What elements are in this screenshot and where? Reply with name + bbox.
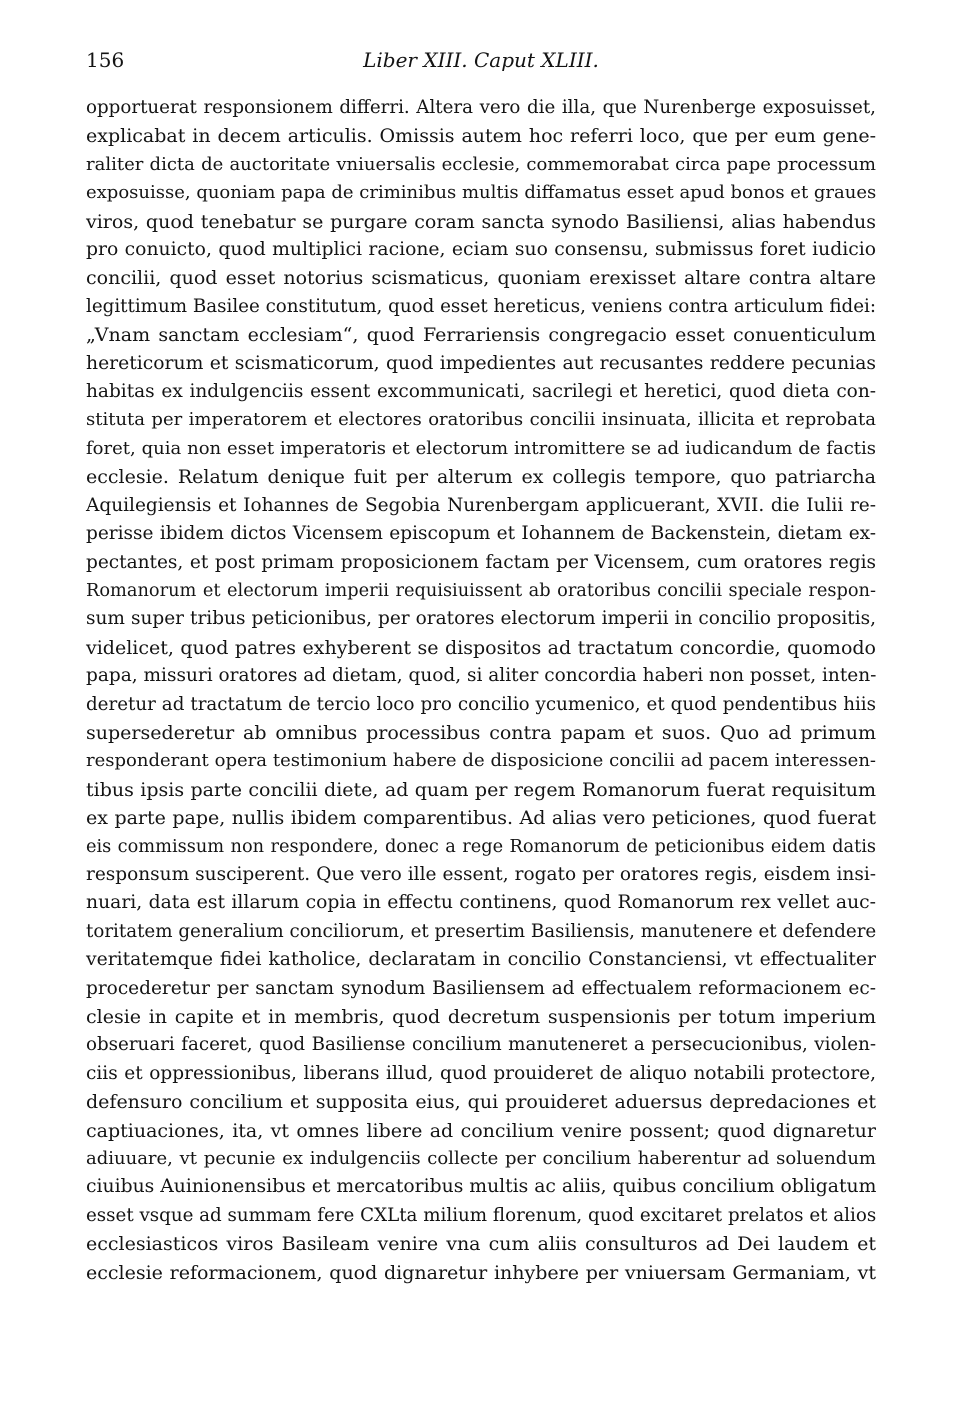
text-line: videlicet, quod patres exhyberent se dispositos ad tractatum concordie, quomodo bbox=[86, 636, 876, 659]
running-head bbox=[86, 44, 876, 76]
text-line: sum super tribus peticionibus, per oratores electorum imperii in concilio propositis, bbox=[86, 608, 876, 630]
text-line: raliter dicta de auctoritate vniuersalis ecclesie, commemorabat circa pape processum bbox=[86, 153, 876, 175]
text-line: Romanorum et electorum imperii requisiuissent ab oratoribus concilii speciale respon- bbox=[86, 580, 876, 601]
running-title: Liber XIII. Caput XLIII. bbox=[363, 48, 599, 72]
text-line: ecclesiasticos viros Basileam venire vna cum aliis consulturos ad Dei laudem et bbox=[86, 1233, 876, 1256]
text-line: esset vsque ad summam fere CXLta milium florenum, quod excitaret prelatos et alios bbox=[86, 1204, 877, 1226]
text-line: stituta per imperatorem et electores oratoribus concilii insinuata, illicita et reprobata bbox=[86, 409, 876, 431]
body-text bbox=[86, 94, 876, 1287]
text-line: opportuerat responsionem differri. Altera vero die illa, que Nurenberge exposuisset, bbox=[86, 97, 876, 118]
text-line: perisse ibidem dictos Vicensem episcopum et Iohannem de Backenstein, dietam ex- bbox=[86, 523, 876, 545]
text-line: pectantes, et post primam proposicionem factam per Vicensem, cum oratores regis bbox=[86, 551, 876, 573]
text-line: Aquilegiensis et Iohannes de Segobia Nurenbergam applicuerant, XVII. die Iulii re- bbox=[86, 494, 876, 516]
text-line: clesie in capite et in membris, quod decretum suspensionis per totum imperium bbox=[86, 1006, 876, 1028]
text-line: legittimum Basilee constitutum, quod esset hereticus, veniens contra articulum fidei: bbox=[86, 295, 876, 317]
text-line: viros, quod tenebatur se purgare coram sancta synodo Basiliensi, alias habendus bbox=[86, 210, 876, 233]
text-line: papa, missuri oratores ad dietam, quod, si aliter concordia haberi non posset, inten- bbox=[86, 665, 877, 687]
text-line: explicabat in decem articulis. Omissis autem hoc referri loco, que per eum gene- bbox=[86, 125, 876, 148]
text-line: ciis et oppressionibus, liberans illud, quod prouideret de aliquo notabili protectore, bbox=[86, 1062, 876, 1084]
text-line: ecclesie. Relatum denique fuit per alterum ex collegis tempore, quo patriarcha bbox=[86, 466, 876, 489]
text-line: adiuuare, vt pecunie ex indulgenciis collecte per concilium haberentur ad soluendum bbox=[86, 1148, 876, 1170]
book-page bbox=[86, 0, 876, 1405]
text-line: eis commissum non respondere, donec a rege Romanorum de peticionibus eidem datis bbox=[86, 836, 876, 857]
text-line: hereticorum et scismaticorum, quod impedientes aut recusantes reddere pecunias bbox=[86, 352, 876, 374]
text-line: „Vnam sanctam ecclesiam“, quod Ferrariensis congregacio esset conuenticulum bbox=[86, 324, 876, 347]
text-line: ex parte pape, nullis ibidem comparentibus. Ad alias vero peticiones, quod fuerat bbox=[86, 807, 876, 830]
text-line: veritatemque fidei katholice, declaratam in concilio Constanciensi, vt effectualiter bbox=[86, 949, 876, 971]
text-line: pro conuicto, quod multiplici racione, eciam suo consensu, submissus foret iudicio bbox=[86, 239, 876, 261]
text-line: nuari, data est illarum copia in effectu continens, quod Romanorum rex vellet auc- bbox=[86, 892, 876, 914]
text-line: defensuro concilium et supposita eius, qui prouideret aduersus depredaciones et bbox=[86, 1091, 876, 1114]
text-line: exposuisse, quoniam papa de criminibus multis diffamatus esset apud bonos et graues bbox=[86, 182, 877, 204]
text-line: tibus ipsis parte concilii diete, ad quam per regem Romanorum fuerat requisitum bbox=[86, 778, 876, 801]
text-line: supersederetur ab omnibus processibus contra papam et suos. Quo ad primum bbox=[86, 721, 876, 744]
text-line: procederetur per sanctam synodum Basiliensem ad effectualem reformacionem ec- bbox=[86, 977, 876, 999]
text-line: responderant opera testimonium habere de disposicione concilii ad pacem interessen- bbox=[86, 750, 876, 772]
text-line: ecclesie reformacionem, quod dignaretur inhybere per vniuersam Germaniam, vt bbox=[86, 1261, 876, 1284]
page-number: 156 bbox=[86, 48, 125, 72]
text-line: foret, quia non esset imperatoris et electorum intromittere se ad iudicandum de factis bbox=[86, 437, 876, 459]
text-line: deretur ad tractatum de tercio loco pro concilio ycumenico, et quod pendentibus hiis bbox=[86, 693, 876, 715]
text-line: toritatem generalium conciliorum, et presertim Basiliensis, manutenere et defendere bbox=[86, 920, 877, 942]
text-line: responsum susciperent. Que vero ille essent, rogato per oratores regis, eisdem insi- bbox=[86, 863, 876, 885]
text-line: concilii, quod esset notorius scismaticus, quoniam erexisset altare contra altare bbox=[86, 267, 876, 290]
text-line: obseruari faceret, quod Basiliense concilium manuteneret a persecucionibus, violen- bbox=[86, 1034, 876, 1056]
text-line: captiuaciones, ita, vt omnes libere ad concilium venire possent; quod dignaretur bbox=[86, 1119, 876, 1142]
text-line: ciuibus Auinionensibus et mercatoribus multis ac aliis, quibus concilium obligatum bbox=[86, 1176, 877, 1198]
text-line: habitas ex indulgenciis essent excommunicati, sacrilegi et heretici, quod dieta con- bbox=[86, 381, 876, 403]
